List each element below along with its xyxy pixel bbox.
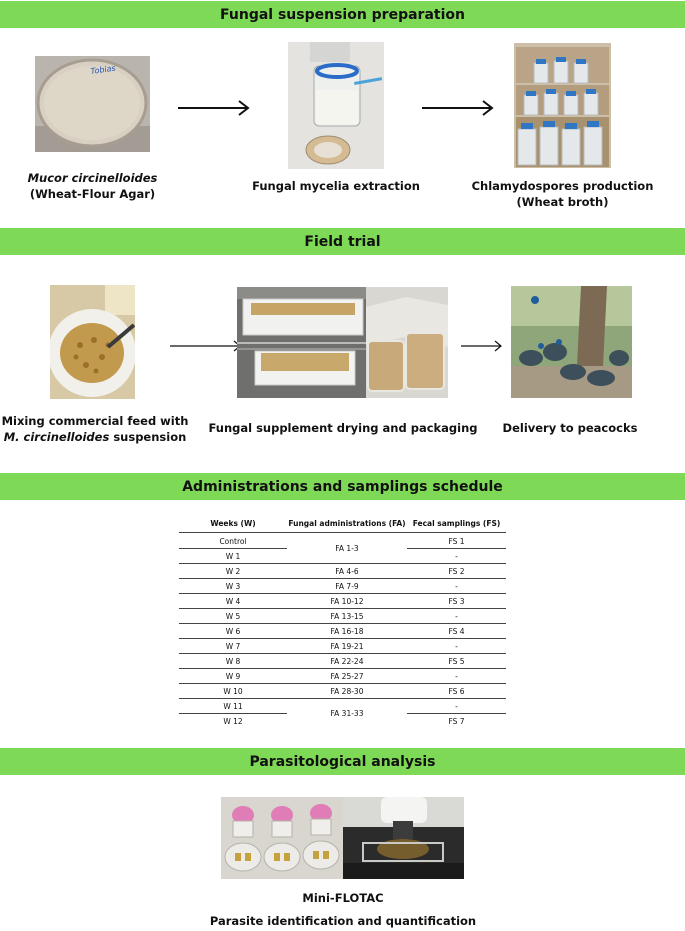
caption-mini-flotac: Mini-FLOTAC	[302, 891, 384, 905]
week-cell: W 11	[223, 702, 243, 711]
fungal-administration-cell: FA 7-9	[335, 582, 359, 591]
caption-line: suspension	[109, 430, 187, 444]
row-divider	[179, 608, 506, 609]
fungal-administration-cell: FA 10-12	[330, 597, 364, 606]
week-cell: W 2	[225, 567, 241, 576]
section-title: Administrations and samplings schedule	[182, 478, 503, 495]
section-banner-fungal-suspension	[0, 1, 685, 28]
fungal-administration-cell: FA 19-21	[330, 642, 364, 651]
arrow-right-icon	[461, 340, 503, 352]
fungal-administration-cell: FA 13-15	[330, 612, 364, 621]
week-cell: W 7	[225, 642, 241, 651]
header-divider	[179, 532, 506, 533]
species-name: M. circinelloides	[3, 430, 110, 444]
week-cell: W 9	[225, 672, 241, 681]
fecal-sampling-cell: FS 4	[448, 627, 465, 636]
caption-parasite-identification: Parasite identification and quantification	[209, 914, 477, 928]
supplement-drying-photo	[237, 287, 366, 398]
fecal-sampling-cell: -	[455, 672, 458, 681]
fungal-administration-cell: FA 1-3	[335, 544, 359, 553]
fecal-sampling-cell: -	[455, 642, 458, 651]
section-banner-schedule	[0, 473, 685, 500]
week-cell: W 6	[225, 627, 241, 636]
week-cell: W 4	[225, 597, 241, 606]
row-divider	[179, 548, 287, 549]
fungal-administration-cell: FA 4-6	[335, 567, 359, 576]
row-divider	[179, 668, 506, 669]
row-divider	[179, 698, 506, 699]
caption-mixing-feed	[0, 413, 190, 445]
fungal-administration-cell: FA 31-33	[330, 709, 364, 718]
fungal-administration-cell: FA 25-27	[330, 672, 364, 681]
fecal-sampling-cell: -	[455, 582, 458, 591]
fecal-sampling-cell: FS 2	[448, 567, 465, 576]
supplement-packaging-photo	[366, 287, 448, 398]
petri-dish-photo	[35, 56, 150, 152]
week-cell: W 3	[225, 582, 241, 591]
microscope-photo	[343, 797, 464, 879]
caption-mycelia-extraction: Fungal mycelia extraction	[252, 179, 420, 193]
svg-text:Tobias: Tobias	[90, 63, 117, 76]
column-header-weeks: Weeks (W)	[210, 519, 256, 528]
column-header-fecal-samplings: Fecal samplings (FS)	[412, 519, 501, 528]
fecal-sampling-cell: -	[455, 702, 458, 711]
week-cell: Control	[219, 537, 247, 546]
week-cell: W 10	[223, 687, 243, 696]
chlamydospores-bottles-photo	[514, 43, 611, 168]
caption-drying-packaging: Fungal supplement drying and packaging	[208, 421, 478, 435]
caption-mucor-agar	[20, 170, 165, 202]
section-banner-field-trial	[0, 228, 685, 255]
row-divider	[179, 713, 287, 714]
mini-flotac-photo	[221, 797, 343, 879]
section-title: Fungal suspension preparation	[220, 6, 465, 23]
caption-line: Chlamydospores production	[471, 179, 654, 193]
row-divider	[179, 683, 506, 684]
fecal-sampling-cell: FS 7	[448, 717, 465, 726]
column-header-fungal-administrations: Fungal administrations (FA)	[288, 519, 406, 528]
arrow-right-icon	[170, 340, 242, 352]
feed-mixing-photo	[50, 285, 135, 399]
caption-line: (Wheat broth)	[516, 195, 609, 209]
section-title: Parasitological analysis	[249, 753, 436, 770]
row-divider	[407, 713, 506, 714]
arrow-right-icon	[178, 100, 250, 116]
fungal-administration-cell: FA 22-24	[330, 657, 364, 666]
caption-delivery: Delivery to peacocks	[502, 421, 638, 435]
species-name: Mucor circinelloides	[27, 171, 158, 185]
section-banner-parasitological	[0, 748, 685, 775]
fungal-administration-cell: FA 28-30	[330, 687, 364, 696]
mycelia-extraction-photo	[288, 42, 384, 169]
fecal-sampling-cell: FS 1	[448, 537, 465, 546]
week-cell: W 1	[225, 552, 241, 561]
week-cell: W 5	[225, 612, 241, 621]
row-divider	[179, 653, 506, 654]
row-divider	[179, 638, 506, 639]
row-divider	[407, 548, 506, 549]
row-divider	[179, 578, 506, 579]
fecal-sampling-cell: FS 6	[448, 687, 465, 696]
row-divider	[179, 623, 506, 624]
week-cell: W 12	[223, 717, 243, 726]
fecal-sampling-cell: FS 3	[448, 597, 465, 606]
fungal-administration-cell: FA 16-18	[330, 627, 364, 636]
peacocks-feeding-photo	[511, 286, 632, 398]
caption-line: (Wheat-Flour Agar)	[29, 187, 156, 201]
caption-line: Mixing commercial feed with	[1, 414, 189, 428]
row-divider	[179, 593, 506, 594]
fecal-sampling-cell: FS 5	[448, 657, 465, 666]
fecal-sampling-cell: -	[455, 552, 458, 561]
fecal-sampling-cell: -	[455, 612, 458, 621]
caption-chlamydospores	[470, 178, 655, 210]
row-divider	[179, 563, 506, 564]
section-title: Field trial	[304, 233, 381, 250]
week-cell: W 8	[225, 657, 241, 666]
arrow-right-icon	[422, 100, 494, 116]
